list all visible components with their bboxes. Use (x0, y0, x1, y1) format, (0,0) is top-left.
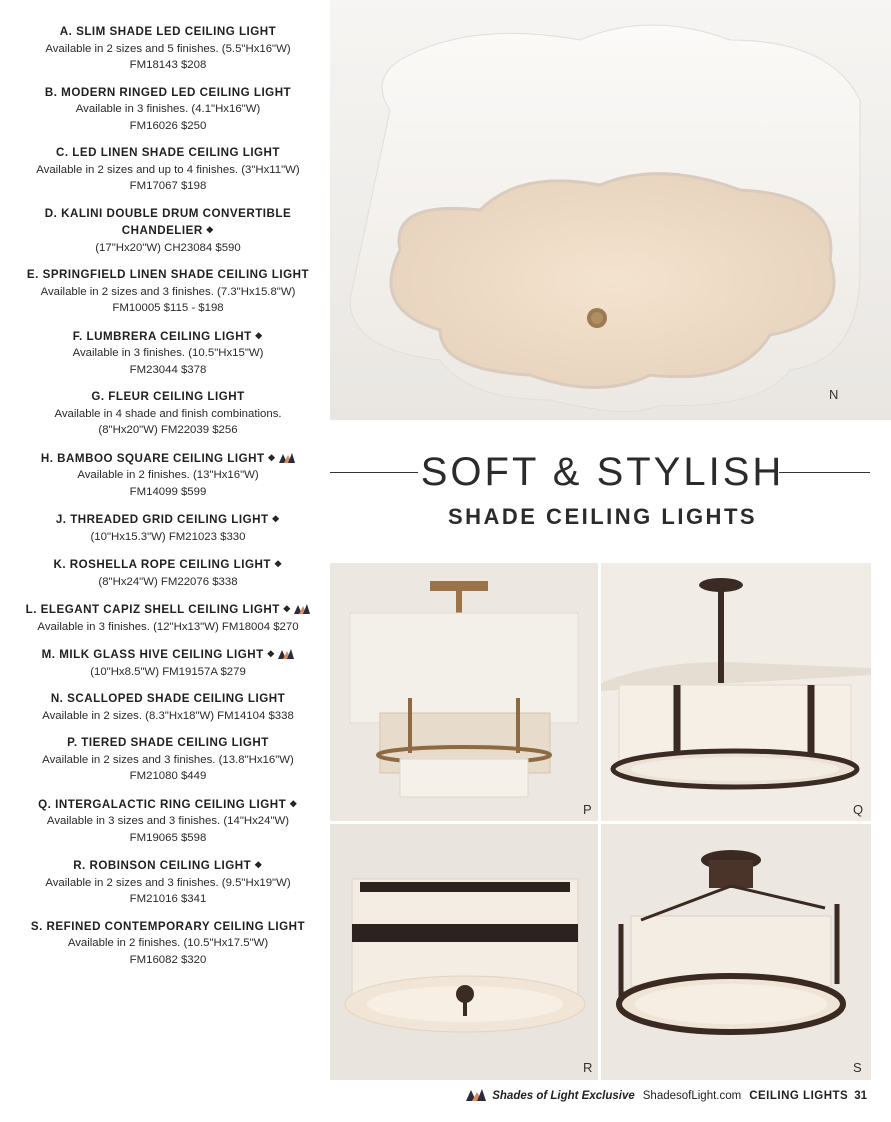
product-detail-line: Available in 3 finishes. (10.5"Hx15"W) (72, 347, 264, 359)
product-title (20, 646, 316, 664)
heading-title: SOFT & STYLISH (420, 450, 785, 494)
diamond-icon: ❖ (205, 225, 215, 235)
product-item (20, 85, 316, 135)
photo-s-refined-contemporary (601, 824, 871, 1080)
product-detail-line: Available in 3 finishes. (12"Hx13"W) FM18004 $270 (37, 620, 299, 633)
product-item (20, 145, 316, 195)
product-detail-line: (10"Hx8.5"W) FM19157A $279 (90, 665, 246, 678)
product-title-text: S. REFINED CONTEMPORARY CEILING LIGHT (30, 919, 306, 933)
product-detail-line: FM17067 $198 (129, 180, 207, 192)
product-item (20, 857, 316, 908)
product-title (20, 511, 316, 529)
product-detail-line: FM21016 $341 (129, 893, 207, 905)
product-item (20, 206, 316, 257)
product-detail-line: FM23044 $378 (129, 363, 207, 376)
product-title-text: C. LED LINEN SHADE CEILING LIGHT (55, 146, 281, 159)
product-title-text: M. MILK GLASS HIVE CEILING LIGHT (41, 648, 264, 661)
product-title (20, 450, 316, 468)
photo-label-s: S (853, 1060, 862, 1075)
refined-contemporary-illustration (601, 824, 871, 1080)
product-detail-line: FM21080 $449 (129, 770, 207, 782)
diamond-icon: ❖ (254, 330, 264, 341)
product-title (20, 556, 316, 574)
product-title (20, 691, 316, 708)
product-detail-line: Available in 3 finishes. (4.1"Hx16"W) (75, 103, 261, 115)
product-detail-line: FM16026 $250 (129, 119, 207, 132)
tiered-shade-illustration (330, 563, 598, 821)
product-item (20, 646, 316, 680)
product-detail-line: Available in 2 sizes and 3 finishes. (7.3"Hx15.8"W) (40, 285, 296, 298)
product-title-text: R. ROBINSON CEILING LIGHT (73, 859, 252, 872)
product-item (20, 796, 316, 847)
product-detail-line: Available in 2 finishes. (13"Hx16"W) (77, 469, 259, 481)
product-detail-line: (10"Hx15.3"W) FM21023 $330 (90, 530, 246, 543)
diamond-icon: ❖ (289, 798, 298, 809)
product-title (20, 857, 316, 875)
photo-q-intergalactic-ring (601, 563, 871, 821)
photo-r-robinson (330, 824, 598, 1080)
footer-website: ShadesofLight.com (642, 1090, 742, 1102)
product-detail-line: Available in 2 finishes. (10.5"Hx17.5"W) (67, 937, 269, 949)
product-title (20, 328, 316, 346)
product-item (20, 919, 316, 969)
product-item (20, 735, 316, 785)
product-detail-line: Available in 2 sizes and 3 finishes. (9.5"Hx19"W) (45, 876, 291, 889)
product-detail-line: Available in 2 sizes. (8.3"Hx18"W) FM14104 $338 (42, 709, 294, 722)
product-detail-line: FM16082 $320 (129, 953, 207, 966)
product-detail-line: Available in 2 sizes and 3 finishes. (13.8"Hx16"W) (42, 753, 294, 766)
product-title-text: K. ROSHELLA ROPE CEILING LIGHT (53, 558, 271, 571)
diamond-icon: ❖ (273, 559, 283, 569)
photo-label-p: P (583, 802, 592, 817)
intergalactic-ring-illustration (601, 563, 871, 821)
robinson-illustration (330, 824, 598, 1080)
product-title (20, 145, 316, 162)
exclusive-mountain-icon (466, 1088, 486, 1101)
product-detail-line: FM18143 $208 (129, 59, 207, 71)
product-title (20, 85, 316, 102)
product-detail-line: FM14099 $599 (129, 485, 207, 498)
product-title-text: B. MODERN RINGED LED CEILING LIGHT (44, 85, 292, 99)
product-item (20, 24, 316, 74)
product-title-text: A. SLIM SHADE LED CEILING LIGHT (59, 25, 277, 38)
product-title (20, 206, 316, 240)
product-title-text: N. SCALLOPED SHADE CEILING LIGHT (50, 692, 286, 705)
heading-rule-right (779, 472, 870, 473)
product-title (20, 735, 316, 752)
product-item (20, 389, 316, 439)
product-item (20, 601, 316, 635)
product-detail-line: (8"Hx24"W) FM22076 $338 (98, 575, 238, 588)
footer-exclusive-label: Shades of Light Exclusive (492, 1090, 635, 1102)
heading-subtitle: SHADE CEILING LIGHTS (447, 504, 758, 529)
diamond-icon: ❖ (267, 452, 277, 463)
exclusive-mountain-icon (279, 452, 295, 463)
page-footer (466, 1088, 867, 1102)
exclusive-mountain-icon (294, 603, 310, 614)
diamond-icon: ❖ (282, 604, 292, 614)
product-detail-line: FM10005 $115 - $198 (112, 302, 224, 314)
product-title-text: J. THREADED GRID CEILING LIGHT (55, 513, 269, 526)
product-detail-line: Available in 2 sizes and up to 4 finishes. (3"Hx11"W) (36, 163, 300, 176)
photo-label-q: Q (853, 802, 864, 817)
product-detail-line: Available in 2 sizes and 5 finishes. (5.5"Hx16"W) (45, 42, 291, 55)
product-title (20, 601, 316, 619)
scalloped-shade-illustration (330, 0, 891, 420)
heading-rule-left (330, 472, 418, 473)
product-item (20, 450, 316, 501)
photo-n-scalloped-shade (330, 0, 891, 420)
product-title-text: F. LUMBRERA CEILING LIGHT (72, 329, 252, 343)
product-detail-line: Available in 3 sizes and 3 finishes. (14"Hx24"W) (46, 815, 290, 827)
photo-label-r: R (583, 1060, 593, 1075)
product-item (20, 511, 316, 545)
product-title-text: E. SPRINGFIELD LINEN SHADE CEILING LIGHT (26, 268, 310, 281)
diamond-icon: ❖ (266, 649, 276, 659)
product-detail-line: (8"Hx20"W) FM22039 $256 (98, 424, 238, 436)
exclusive-mountain-icon (278, 648, 294, 659)
photo-label-n: N (829, 387, 839, 402)
product-title-text: Q. INTERGALACTIC RING CEILING LIGHT (38, 797, 287, 811)
product-detail-line: Available in 4 shade and finish combinations. (54, 407, 282, 420)
product-item (20, 267, 316, 317)
product-title (20, 919, 316, 936)
product-title-text: P. TIERED SHADE CEILING LIGHT (67, 736, 269, 749)
product-item (20, 328, 316, 379)
product-title (20, 389, 316, 406)
diamond-icon: ❖ (254, 860, 263, 870)
product-title-text: D. KALINI DOUBLE DRUM CONVERTIBLE CHANDELIER (44, 206, 292, 237)
product-title (20, 267, 316, 284)
photo-p-tiered-shade (330, 563, 598, 821)
footer-section: CEILING LIGHTS (749, 1090, 849, 1102)
product-item (20, 556, 316, 590)
product-title-text: H. BAMBOO SQUARE CEILING LIGHT (40, 451, 265, 465)
page-number: 31 (854, 1090, 867, 1102)
product-title (20, 24, 316, 41)
product-detail-line: (17"Hx20"W) CH23084 $590 (95, 241, 241, 254)
product-title-text: L. ELEGANT CAPIZ SHELL CEILING LIGHT (25, 603, 280, 616)
diamond-icon: ❖ (271, 514, 281, 524)
product-title-text: G. FLEUR CEILING LIGHT (91, 390, 245, 403)
product-detail-line: FM19065 $598 (129, 831, 207, 844)
product-list (20, 24, 316, 979)
product-item (20, 691, 316, 724)
product-title (20, 796, 316, 814)
